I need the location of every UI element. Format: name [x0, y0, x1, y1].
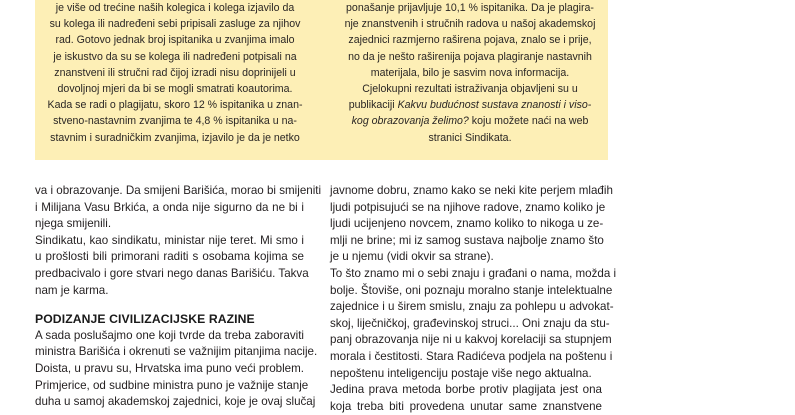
publication-title-part1: Kakvu budućnost sustava znanosti i viso- — [397, 99, 592, 112]
text-line: Primjerice, od sudbine ministra puno je važnije stanje — [35, 378, 309, 392]
text-line: koja treba biti provedena unutar same znanstvene — [330, 399, 602, 413]
text-line: Sindikatu, kao sindikatu, ministar nije teret. Mi smo i — [35, 233, 304, 247]
box-text-line — [335, 97, 605, 113]
text-line: skoj, liječničkoj, građevinskoj struci... Oni znaju da stu- — [330, 316, 610, 330]
box-text-line: rad. Gotovo jednak broj ispitanika u zvanjima imalo — [55, 34, 295, 47]
box-right-column — [335, 0, 605, 146]
text-line: A sada poslušajmo one koji tvrde da treba zaboraviti — [35, 328, 304, 342]
text-line: bolje. Štoviše, oni poznaju moralno stanje intelektualne — [330, 283, 613, 297]
publication-intro: publikaciji — [348, 99, 398, 112]
box-text-line: no da je nešto raširenija pojava plagiranje nastavnih — [348, 50, 592, 63]
text-line: je u njemu (vidi okvir sa strane). — [330, 250, 494, 264]
text-line: Jedina prava metoda borbe protiv plagijata jest ona — [330, 383, 602, 397]
box-text-line: ponašanje prijavljuje 10,1 % ispitanika. Da je plagira- — [346, 2, 594, 14]
article-right-column — [330, 183, 617, 415]
box-text-line: znanstveni ili stručni rad čijoj izradi nisu doprinijeli u — [54, 66, 296, 79]
box-text-line: stveno-nastavnim zvanjima te 4,8 % ispitanika u na- — [53, 115, 297, 128]
text-line: To što znamo mi o sebi znaju i građani o nama, možda i — [330, 266, 617, 280]
publication-title-part2: kog obrazovanja želimo? — [351, 115, 469, 128]
text-line: njega smijenili. — [35, 217, 112, 231]
text-line: javnome dobru, znamo kako se neki kite perjem mlađih — [330, 184, 613, 197]
box-text-line: Kada se radi o plagijatu, skoro 12 % ispitanika u znan- — [47, 99, 303, 112]
text-line: zajednice i u širem smislu, znaju za pohlepu u advokat- — [330, 300, 614, 314]
box-left-column — [35, 0, 315, 146]
text-line: nam je karma. — [35, 283, 109, 297]
box-text-line: nje znanstvenih i stručnih radova u našoj akademskoj — [344, 18, 596, 31]
text-line: ministra Barišića i okrenuti se važnijim pitanjima nacije. — [35, 345, 318, 359]
box-text-line: dovoljnoj mjeri da bi se mogli smatrati koautorima. — [57, 83, 293, 96]
text-line: u prošlosti bili primorani raditi s osobama kojima se — [35, 250, 304, 264]
article-left-column — [35, 183, 322, 411]
box-text-line: stranici Sindikata. — [428, 131, 512, 144]
paragraph — [35, 233, 309, 299]
paragraph — [35, 328, 318, 411]
text-line: Doista, u pravu su, Hrvatska ima puno veći problem. — [35, 361, 304, 375]
text-line: panj obrazovanja nije ni u kakvoj korelaciji sa stupnjem — [330, 333, 612, 347]
paragraph — [330, 382, 602, 415]
text-line: nepoštenu inteligenciju postaje više nego aktualna. — [330, 366, 592, 380]
publication-outro: koju možete naći na web — [468, 115, 589, 128]
box-text-line: materijala, bilo je sasvim nova informacija. — [370, 66, 570, 79]
text-line: predbacivalo i gore stvari nego danas Barišiću. Takva — [35, 266, 309, 280]
section-heading: PODIZANJE CIVILIZACIJSKE RAZINE — [35, 312, 255, 327]
paragraph — [330, 266, 617, 382]
paragraph — [35, 183, 322, 233]
text-line: mlji ne brine; mi iz samog sustava najbolje znamo što — [330, 233, 604, 247]
text-line: ljudi ucijenjeno novcem, znamo koliko to nikoga u ze- — [330, 217, 604, 231]
text-line: ljudi potpisujući se na njihove radove, znamo koliko je — [330, 200, 606, 214]
box-text-line: stavnim i suradničkim zvanjima, izjavilo je da je netko — [50, 131, 300, 144]
paragraph — [330, 183, 613, 266]
box-text-line: Cjelokupni rezultati istraživanja objavljeni su u — [362, 83, 578, 96]
box-text-line: je više od trećine naših kolegica i kolega izjavilo da — [55, 2, 295, 14]
survey-results-box — [35, 0, 608, 160]
box-text-line — [335, 113, 605, 129]
text-line: duha u samoj akademskoj zajednici, koje je ovaj slučaj — [35, 395, 316, 409]
box-text-line: su kolega ili nadređeni sebi pripisali zasluge za njihov — [49, 18, 301, 31]
box-text-line: je iskustvo da su se kolega ili nadređeni potpisali na — [53, 50, 297, 63]
text-line: morala i čestitosti. Stara Radićeva podjela na poštenu i — [330, 349, 613, 363]
box-text-line: zajednici razmjerno raširena pojava, znalo se i prije, — [348, 34, 592, 47]
text-line: i Milijana Vasu Brkića, a onda nije sigurno da ne bi i — [35, 200, 304, 214]
text-line: va i obrazovanje. Da smijeni Barišića, morao bi smijeniti — [35, 184, 322, 197]
